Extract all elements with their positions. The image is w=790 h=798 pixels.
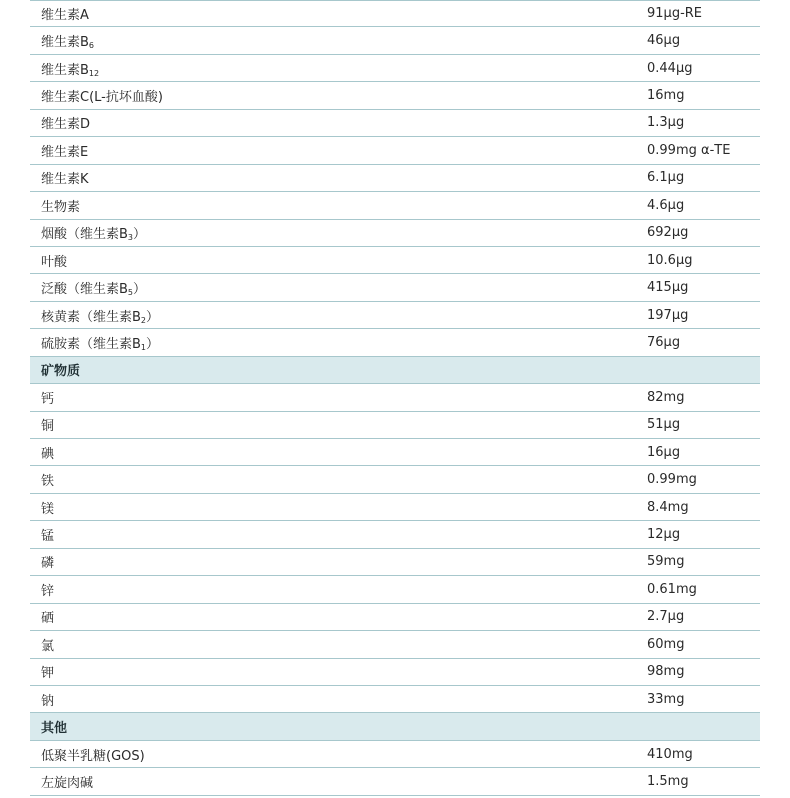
table-row bbox=[30, 439, 760, 466]
nutrient-value: 0.99mg bbox=[647, 472, 697, 488]
nutrient-value: 33mg bbox=[647, 691, 685, 707]
table-row bbox=[30, 137, 760, 164]
nutrient-value: 46μg bbox=[647, 33, 681, 49]
table-row bbox=[30, 466, 760, 493]
nutrient-value: 82mg bbox=[647, 389, 685, 405]
nutrient-name: 镁 bbox=[41, 501, 55, 517]
nutrient-value: 4.6μg bbox=[647, 197, 685, 213]
nutrient-value: 692μg bbox=[647, 225, 689, 241]
nutrient-name: 氯 bbox=[41, 638, 55, 654]
nutrient-name: 磷 bbox=[41, 556, 55, 572]
nutrient-name: 硫胺素（维生素$B_1$） bbox=[41, 336, 160, 352]
section-header-minerals: 矿物质 bbox=[30, 357, 760, 384]
table-row bbox=[30, 768, 760, 795]
table-row bbox=[30, 686, 760, 713]
nutrient-name: 锰 bbox=[41, 529, 55, 545]
nutrient-name: 泛酸（维生素$B_5$） bbox=[41, 282, 147, 298]
nutrient-name: 维生素$B_{12}$ bbox=[41, 62, 100, 78]
nutrient-name: 铁 bbox=[41, 474, 55, 490]
nutrient-value: 98mg bbox=[647, 664, 685, 680]
nutrition-table bbox=[30, 0, 760, 796]
nutrient-value: 0.61mg bbox=[647, 581, 697, 597]
nutrient-value: 2.7μg bbox=[647, 609, 685, 625]
nutrient-name: 钾 bbox=[41, 666, 55, 682]
nutrient-value: 91μg-RE bbox=[647, 6, 703, 22]
nutrient-value: 60mg bbox=[647, 636, 685, 652]
nutrient-name: 维生素$B_6$ bbox=[41, 35, 95, 51]
nutrient-name: 锌 bbox=[41, 583, 55, 599]
table-row bbox=[30, 220, 760, 247]
nutrient-value: 10.6μg bbox=[647, 252, 693, 268]
nutrient-value: 76μg bbox=[647, 334, 681, 350]
nutrient-name: 维生素A bbox=[41, 8, 89, 24]
nutrient-name: 生物素 bbox=[41, 199, 81, 215]
table-row bbox=[30, 604, 760, 631]
table-row bbox=[30, 329, 760, 356]
nutrient-value: 51μg bbox=[647, 417, 681, 433]
table-row bbox=[30, 274, 760, 301]
nutrient-name: 维生素D bbox=[41, 117, 91, 133]
nutrient-value: 1.5mg bbox=[647, 773, 689, 789]
table-row bbox=[30, 576, 760, 603]
nutrient-name: 核黄素（维生素$B_2$） bbox=[41, 309, 160, 325]
nutrient-name: 左旋肉碱 bbox=[41, 775, 94, 791]
nutrient-name: 烟酸（维生素$B_3$） bbox=[41, 227, 147, 243]
table-row bbox=[30, 384, 760, 411]
table-row bbox=[30, 302, 760, 329]
nutrient-name: 维生素E bbox=[41, 144, 89, 160]
nutrient-value: 8.4mg bbox=[647, 499, 689, 515]
table-row bbox=[30, 412, 760, 439]
nutrient-value: 197μg bbox=[647, 307, 689, 323]
nutrient-value: 0.99mg α-TE bbox=[647, 142, 731, 158]
table-row bbox=[30, 165, 760, 192]
table-row bbox=[30, 247, 760, 274]
nutrient-value: 1.3μg bbox=[647, 115, 685, 131]
nutrient-name: 铜 bbox=[41, 419, 55, 435]
table-row bbox=[30, 659, 760, 686]
nutrient-name: 硒 bbox=[41, 611, 55, 627]
nutrient-value: 410mg bbox=[647, 746, 693, 762]
nutrient-name: 叶酸 bbox=[41, 254, 68, 270]
nutrient-value: 6.1μg bbox=[647, 170, 685, 186]
section-header-others: 其他 bbox=[30, 713, 760, 740]
table-row bbox=[30, 631, 760, 658]
nutrient-name: 低聚半乳糖(GOS) bbox=[41, 748, 145, 764]
table-row bbox=[30, 0, 760, 27]
nutrient-name: 碘 bbox=[41, 446, 55, 462]
nutrient-value: 16mg bbox=[647, 88, 685, 104]
nutrient-name: 钠 bbox=[41, 693, 55, 709]
table-row bbox=[30, 82, 760, 109]
table-row bbox=[30, 192, 760, 219]
nutrient-value: 415μg bbox=[647, 280, 689, 296]
table-row bbox=[30, 55, 760, 82]
nutrient-value: 16μg bbox=[647, 444, 681, 460]
nutrient-value: 0.44μg bbox=[647, 60, 693, 76]
nutrient-name: 钙 bbox=[41, 391, 55, 407]
table-row bbox=[30, 521, 760, 548]
table-row bbox=[30, 741, 760, 768]
table-row bbox=[30, 494, 760, 521]
nutrient-value: 12μg bbox=[647, 527, 681, 543]
nutrient-value: 59mg bbox=[647, 554, 685, 570]
table-row bbox=[30, 549, 760, 576]
nutrient-name: 维生素C(L-抗坏血酸) bbox=[41, 90, 163, 106]
nutrient-name: 维生素K bbox=[41, 172, 89, 188]
table-row bbox=[30, 27, 760, 54]
table-row bbox=[30, 110, 760, 137]
